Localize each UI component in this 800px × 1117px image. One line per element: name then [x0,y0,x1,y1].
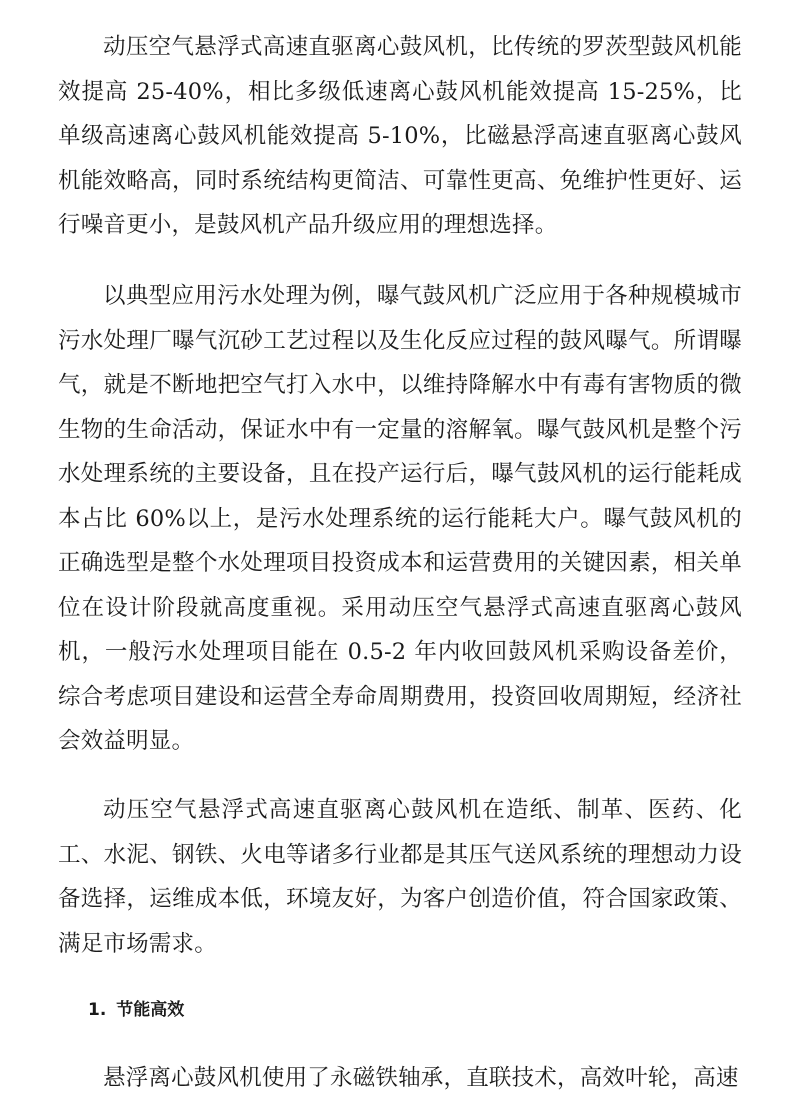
section-number: 1. [88,1000,107,1020]
section-title: 节能高效 [116,1000,185,1020]
paragraph-wastewater-application: 以典型应用污水处理为例，曝气鼓风机广泛应用于各种规模城市污水处理厂曝气沉砂工艺过程以及生化反应过程的鼓风曝气。所谓曝气，就是不断地把空气打入水中，以维持降解水中有毒有害物质的微生物的生命活动，保证水中有一定量的溶解氧。曝气鼓风机是整个污水处理系统的主要设备，且在投产运行后，曝气鼓风机的运行能耗成本占比 60%以上，是污水处理系统的运行能耗大户。曝气鼓风机的正确选型是整个水处理项目投资成本和运营费用的关键因素，相关单位在设计阶段就高度重视。采用动压空气悬浮式高速直驱离心鼓风机，一般污水处理项目能在 0.5-2 年内收回鼓风机采购设备差价，综合考虑项目建设和运营全寿命周期费用，投资回收周期短，经济社会效益明显。 [58,283,742,754]
paragraph-efficiency-comparison: 动压空气悬浮式高速直驱离心鼓风机，比传统的罗茨型鼓风机能效提高 25-40%，相比多级低速离心鼓风机能效提高 15-25%，比单级高速离心鼓风机能效提高 5-10%，比磁悬浮高速直驱离心鼓风机能效略高，同时系统结构更简洁、可靠性更高、免维护性更好、运行噪音更小，是鼓风机产品升级应用的理想选择。 [58,34,742,238]
paragraph-maglev-intro: 悬浮离心鼓风机使用了永磁铁轴承，直联技术，高效叶轮，高速 [103,1065,739,1091]
section-heading [88,995,184,1025]
paragraph-industry-applications: 动压空气悬浮式高速直驱离心鼓风机在造纸、制革、医药、化工、水泥、钢铁、火电等诸多行业都是其压气送风系统的理想动力设备选择，运维成本低，环境友好，为客户创造价值，符合国家政策、满足市场需求。 [58,797,742,957]
